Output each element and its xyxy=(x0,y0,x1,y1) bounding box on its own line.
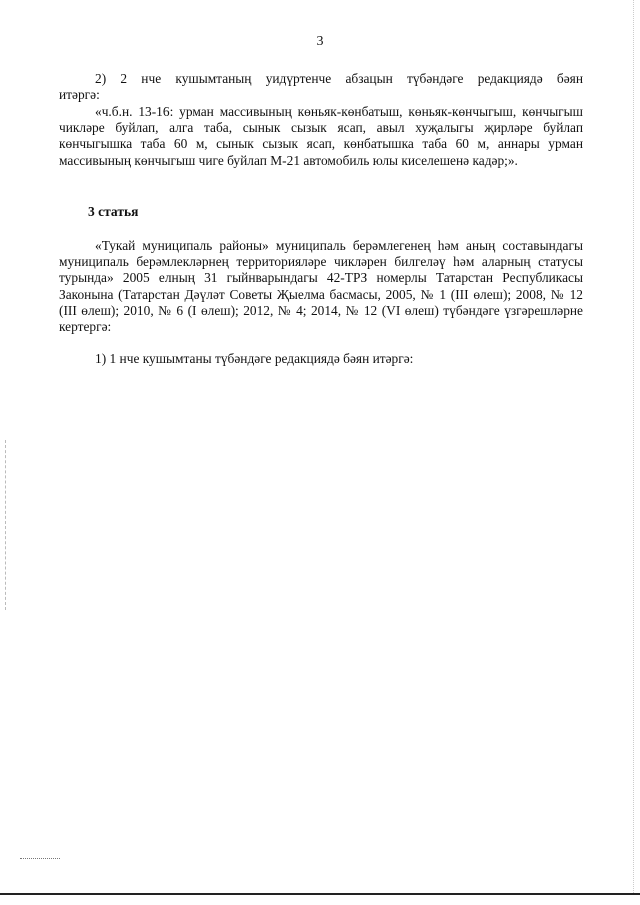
paragraph-boundary-description: «ч.б.н. 13-16: урман массивының көньяк-көнбатыш, көньяк-көнчыгыш, көнчыгыш чикләре буйлап, алга таба, сынык сызык ясап, авыл хуҗалыгы җирләре буйлап көнчыгышка таба 60 м, сынык сызык ясап, көнбатышка таба 60 м, аннары урман массивының көнчыгыш чиге буйлап М-21 автомобиль юлы киселешенә кадәр;». xyxy=(59,104,583,168)
scan-right-edge xyxy=(633,0,635,893)
paragraph-amendment-1: 1) 1 нче кушымтаны түбәндәге редакциядә бәян итәргә: xyxy=(95,351,414,366)
paragraph-amendment-2-line2: итәргә: xyxy=(59,87,100,103)
page-number: 3 xyxy=(316,34,324,49)
article-heading: 3 статья xyxy=(88,204,139,219)
paragraph-article-3-body: «Тукай муниципаль районы» муниципаль берәмлегенең һәм аның составындагы муниципаль берәмлекләрнең территорияләре чикләрен билгеләү һәм аларның статусы турында» 2005 елның 31 гыйнварындагы 42-ТРЗ номерлы Татарстан Республикасы Законына (Татарстан Дәүләт Советы Җыелма басмасы, 2005, № 1 (III өлеш); 2008, № 12 (III өлеш); 2010, № 6 (I өлеш); 2012, № 4; 2014, № 12 (VI өлеш) түбәндәге үзгәрешләрне кертергә: xyxy=(59,238,583,335)
scan-bottom-artifact xyxy=(20,858,60,860)
scan-edge-artifact xyxy=(5,440,7,610)
paragraph-amendment-2-line1: 2) 2 нче кушымтаның уидүртенче абзацын түбәндәге редакциядә бәян xyxy=(95,71,583,86)
scan-bottom-edge xyxy=(0,893,640,895)
paragraph-amendment-2 xyxy=(59,71,583,103)
